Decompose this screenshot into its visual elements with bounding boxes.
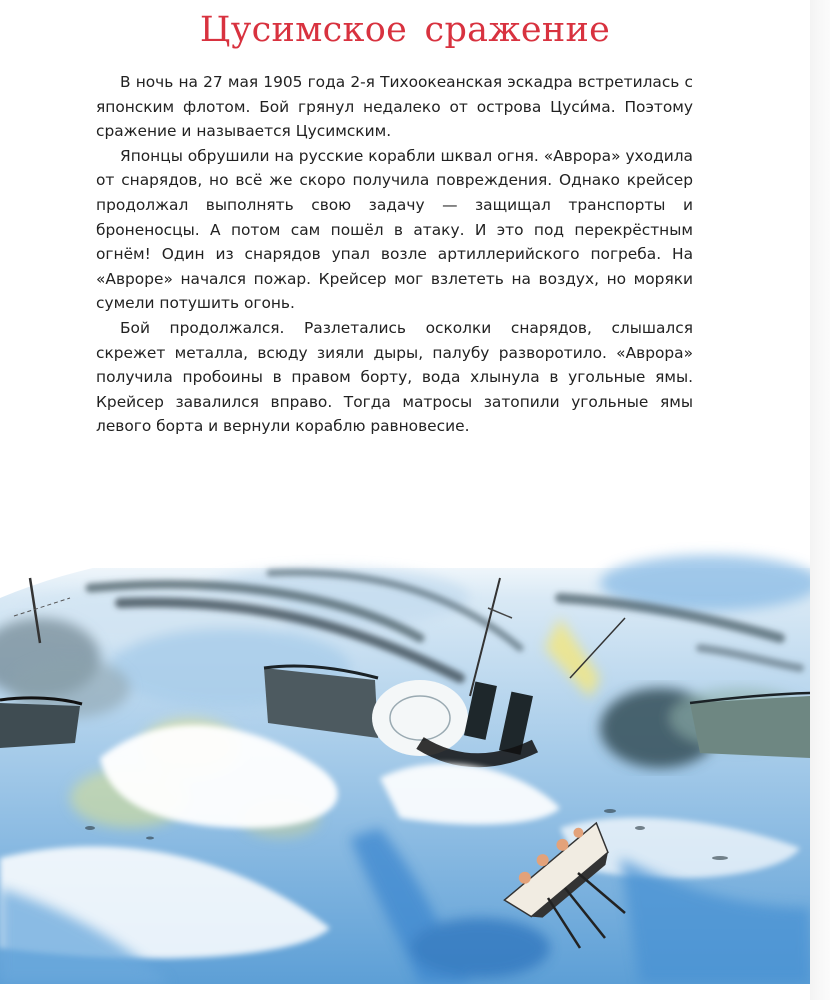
page-gutter xyxy=(810,0,830,1000)
naval-battle-illustration xyxy=(0,528,810,984)
page-title: Цусимское сражение xyxy=(199,10,611,50)
paragraph-2: Японцы обрушили на русские корабли шквал огня. «Аврора» уходила от снарядов, но всё же скоро получила повреждения. Однако крейсер продолжал выполнять свою задачу — защищал транспорты и броненосцы. А потом сам пошёл в атаку. И это под перекрёстным огнём! Один из снарядов упал возле артиллерийского погреба. На «Авроре» начался пожар. Крейсер мог взлететь на воздух, но моряки сумели потушить огонь. xyxy=(96,146,693,313)
article-body xyxy=(96,70,693,439)
paragraph-1: В ночь на 27 мая 1905 года 2-я Тихоокеанская эскадра встретилась с японским флотом. Бой грянул недалеко от острова Цуси́ма. Поэтому сражение и называется Цусимским. xyxy=(96,73,693,141)
paragraph-3: Бой продолжался. Разлетались осколки снарядов, слышался скрежет металла, всюду зияли дыры, палубу разворотило. «Аврора» получила пробоины в правом борту, вода хлынула в угольные ямы. Крейсер завалился вправо. Тогда матросы затопили угольные ямы левого борта и вернули кораблю равновесие. xyxy=(96,318,693,436)
